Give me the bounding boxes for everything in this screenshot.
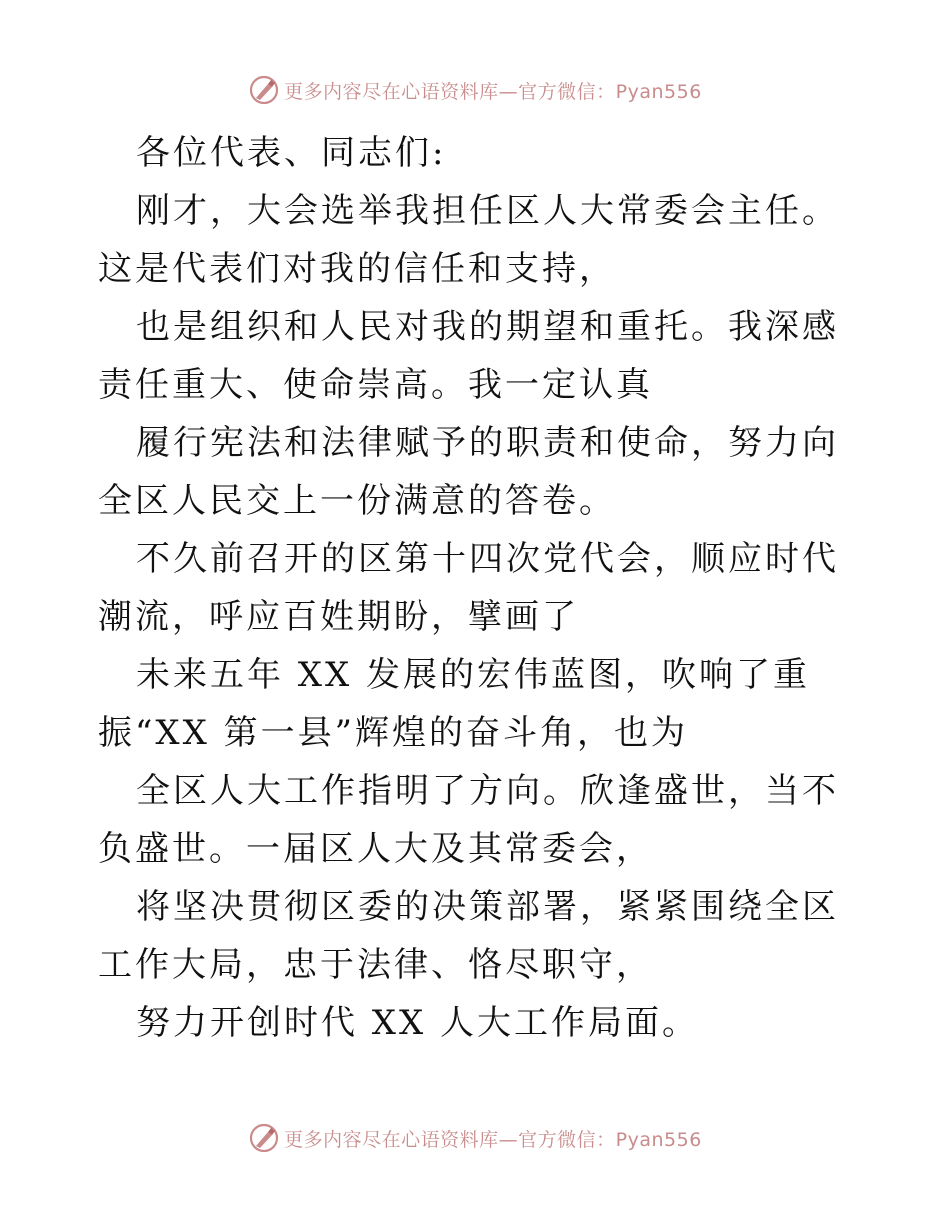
pen-logo-icon xyxy=(248,74,280,106)
paragraph: 也是组织和人民对我的期望和重托。我深感责任重大、使命崇高。我一定认真 xyxy=(98,307,839,405)
header-watermark xyxy=(0,74,950,106)
paragraph: 履行宪法和法律赋予的职责和使命，努力向全区人民交上一份满意的答卷。 xyxy=(98,423,839,521)
paragraph: 未来五年 XX 发展的宏伟蓝图，吹响了重振“XX 第一县”辉煌的奋斗角，也为 xyxy=(98,655,811,753)
paragraph: 不久前召开的区第十四次党代会，顺应时代潮流，呼应百姓期盼，擘画了 xyxy=(98,539,839,637)
watermark-text: 更多内容尽在心语资料库—官方微信：Pyan556 xyxy=(284,1128,702,1151)
paragraph: 全区人大工作指明了方向。欣逢盛世，当不负盛世。一届区人大及其常委会， xyxy=(98,771,839,869)
paragraph: 努力开创时代 XX 人大工作局面。 xyxy=(136,1003,700,1043)
footer-watermark xyxy=(0,1122,950,1154)
document-body xyxy=(98,124,858,1052)
paragraph: 将坚决贯彻区委的决策部署，紧紧围绕全区工作大局，忠于法律、恪尽职守， xyxy=(98,887,839,985)
watermark-text: 更多内容尽在心语资料库—官方微信：Pyan556 xyxy=(284,80,702,103)
paragraph-greeting: 各位代表、同志们: xyxy=(136,133,447,173)
paragraph: 刚才，大会选举我担任区人大常委会主任。这是代表们对我的信任和支持， xyxy=(98,191,839,289)
pen-logo-icon xyxy=(248,1122,280,1154)
